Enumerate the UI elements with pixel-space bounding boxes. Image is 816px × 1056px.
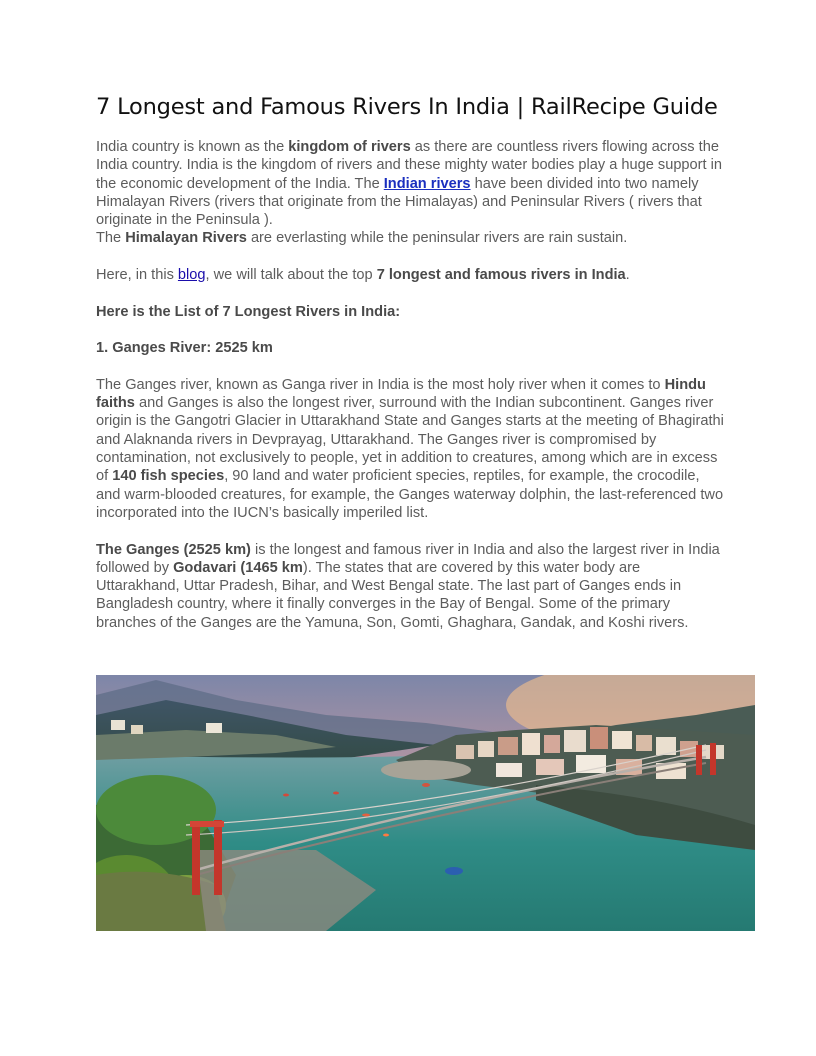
ganges-paragraph-1 (96, 376, 726, 522)
ganges-bold-fish: 140 fish species (112, 468, 225, 485)
intro-text: have been divided into two namely Himalayan Rivers (rivers that originate from the Himalayas) and Peninsular Rivers ( rivers that originate in the Peninsula ). (96, 175, 702, 229)
list-heading-text: Here is the List of 7 Longest Rivers in India: (96, 303, 401, 320)
ganges-heading-text: 1. Ganges River: 2525 km (96, 340, 273, 357)
document-page (96, 94, 726, 632)
ganges-paragraph-2 (96, 541, 726, 632)
ganges-text: , 90 land and water proficient species, reptiles, for example, the crocodile, and warm-blooded creatures, for example, the Ganges waterway dolphin, the last-referenced two incorporated into the IUCN’s basically imperiled list. (96, 468, 724, 521)
intro-bold-kingdom: kingdom of rivers (288, 139, 411, 155)
ganges-river-photo (96, 675, 755, 931)
ganges-text: ). The states that are covered by this water body are Uttarakhand, Uttar Pradesh, Bihar, and West Bengal state. The last part of Ganges ends in Bangladesh country, where it finally converges in the Bay of Bengal. Some of the primary branches of the Ganges are the Yamuna, Son, Gomti, Ghaghara, Gandak, and Koshi rivers. (96, 559, 689, 631)
river-bridge-image (96, 675, 755, 931)
ganges-heading (96, 339, 726, 357)
ganges-text: and Ganges is also the longest river, surround with the Indian subcontinent. Ganges river origin is the Gangotri Glacier in Uttarakhand State and Ganges starts at the meeting of Bhagirathi and Alaknanda rivers in Devprayag, Uttarakhand. The Ganges river is compromised by contamination, not exclusively to people, yet in addition to creatures, among which are in excess of (96, 395, 724, 485)
blog-link[interactable]: blog (177, 267, 206, 284)
intro-text: The (96, 230, 126, 247)
blog-text: . (625, 267, 630, 284)
intro-paragraph (96, 138, 726, 248)
blog-text: , we will talk about the top (205, 267, 377, 284)
ganges-text: The Ganges river, known as Ganga river in India is the most holy river when it comes to (96, 376, 665, 393)
blog-bold-text: 7 longest and famous rivers in India (376, 267, 626, 284)
intro-text: are everlasting while the peninsular rivers are rain sustain. (246, 230, 628, 247)
intro-text: India country is known as the (96, 139, 289, 155)
blog-text: Here, in this (96, 267, 178, 284)
indian-rivers-link[interactable]: Indian rivers (383, 175, 471, 192)
blog-paragraph (96, 266, 726, 284)
ganges-bold-length: The Ganges (2525 km) (96, 541, 251, 558)
ganges-text: is the longest and famous river in India and also the largest river in India followed by (96, 541, 720, 576)
ganges-bold-hindu: Hindu faiths (96, 376, 706, 412)
list-heading (96, 303, 726, 321)
intro-bold-himalayan: Himalayan Rivers (125, 230, 247, 247)
ganges-bold-godavari: Godavari (1465 km (173, 559, 303, 576)
intro-text: as there are countless rivers flowing across the India country. India is the kingdom of rivers and these mighty water bodies play a huge support in the economic development of the India. The (96, 139, 722, 192)
page-title: 7 Longest and Famous Rivers In India | RailRecipe Guide (96, 94, 718, 120)
